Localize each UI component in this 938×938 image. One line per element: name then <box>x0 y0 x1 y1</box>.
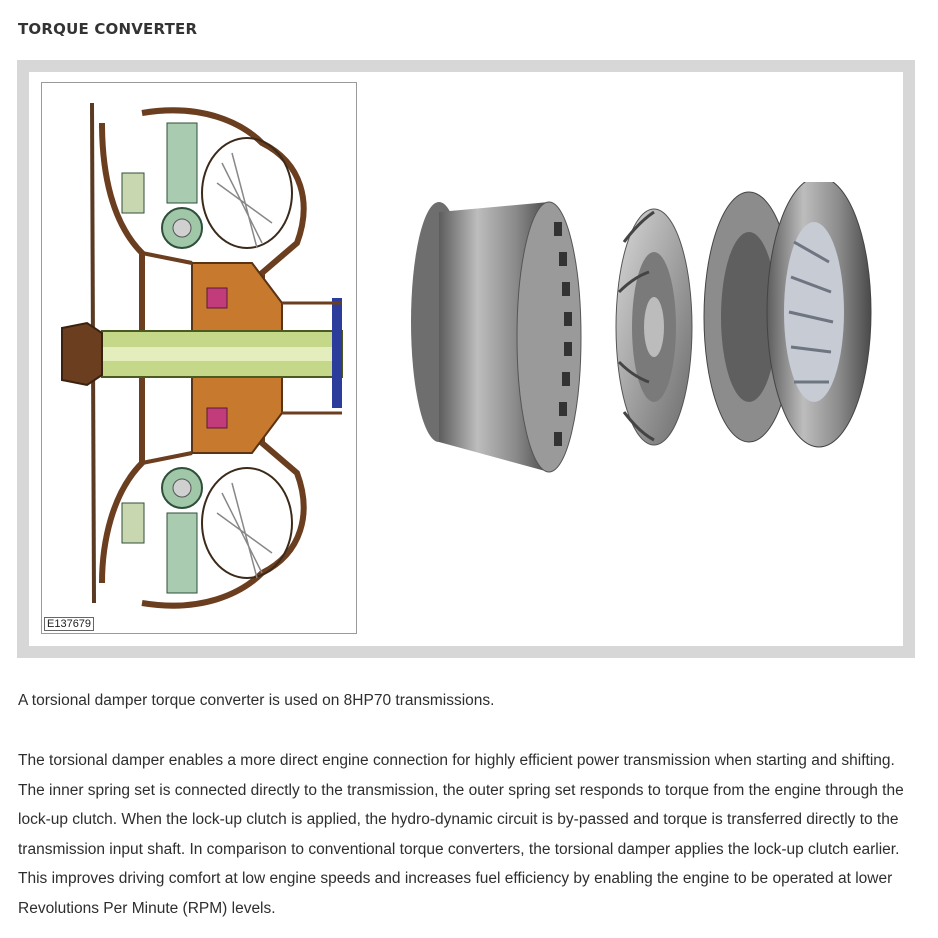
figure-reference-code: E137679 <box>44 617 94 631</box>
figure-panel <box>29 72 903 646</box>
turbine-impeller <box>704 182 871 447</box>
description-paragraph: The torsional damper enables a more direct engine connection for highly efficient power transmission when starting and shifting. The inner spring set is connected directly to the transmission, the outer spring set responds to torque from the engine through the lock-up clutch. When the lock-up clutch is applied, the hydro-dynamic circuit is by-passed and torque is transferred directly to the transmission input shaft. In comparison to conventional torque converters, the torsional damper applies the lock-up clutch earlier. This improves driving comfort at low engine speeds and increases fuel efficiency by enabling the engine to be operated at lower Revolutions Per Minute (RPM) levels. <box>18 752 904 917</box>
section-heading: TORQUE CONVERTER <box>18 20 198 38</box>
intro-paragraph: A torsional damper torque converter is used on 8HP70 transmissions. <box>18 692 495 709</box>
torsional-damper <box>616 209 692 445</box>
exploded-torque-converter-photo <box>399 182 889 522</box>
torque-converter-cross-section-icon <box>42 83 356 633</box>
figure-frame <box>17 60 915 658</box>
converter-cover <box>411 202 581 472</box>
cross-section-diagram <box>41 82 357 634</box>
